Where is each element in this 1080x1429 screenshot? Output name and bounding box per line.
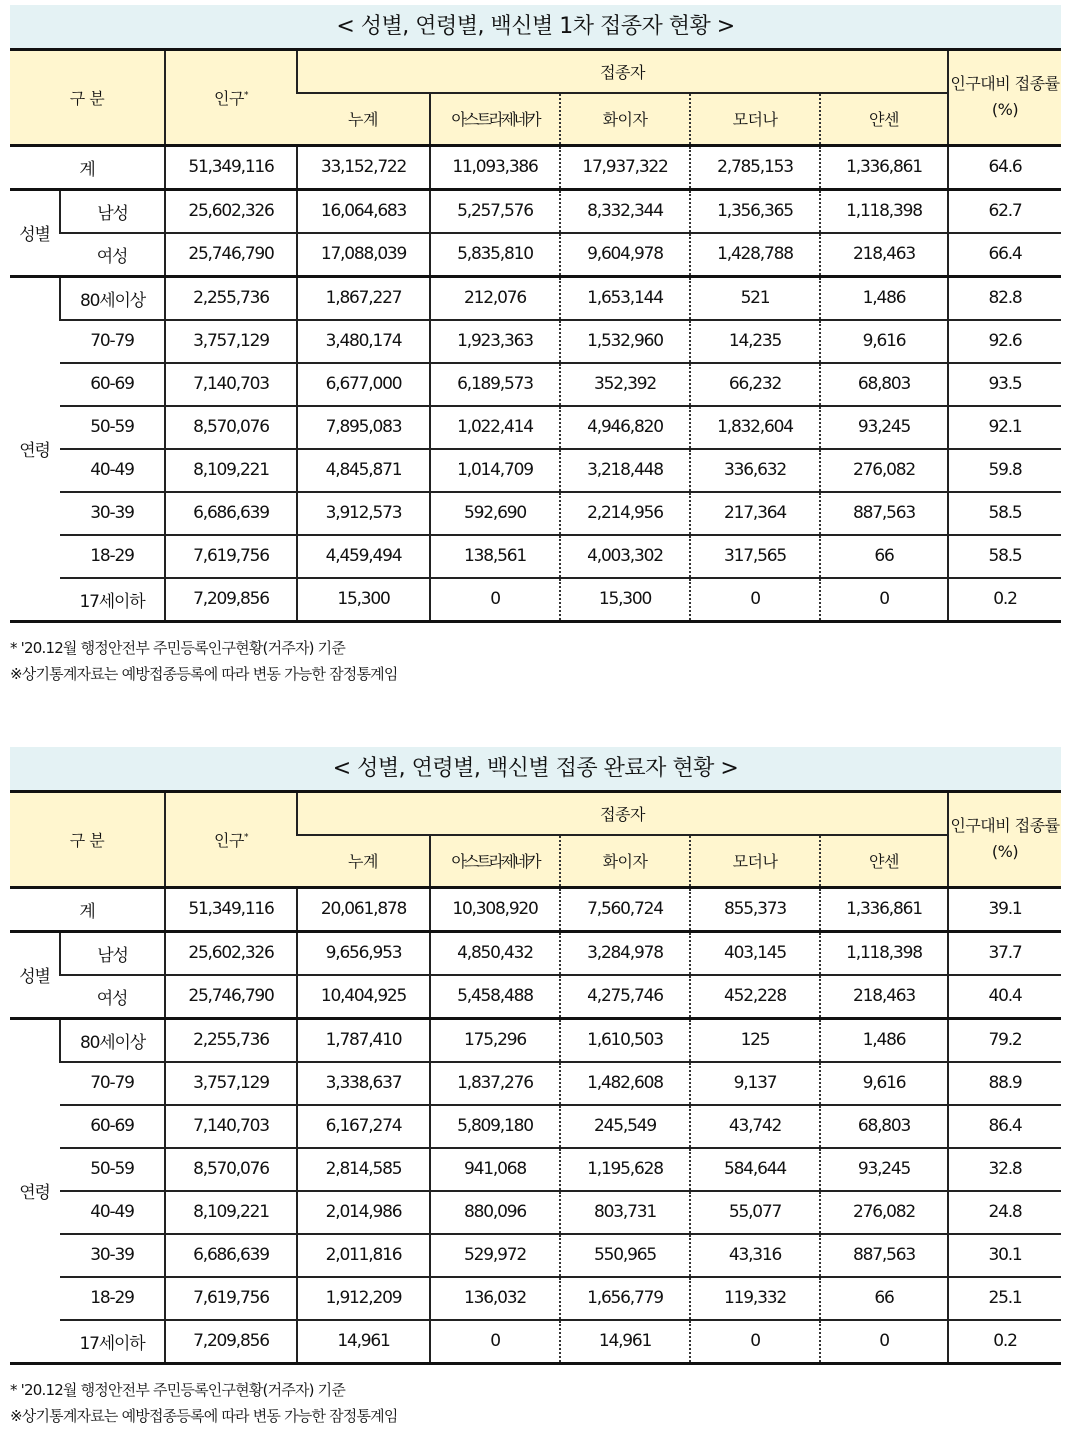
data-cell: 1,923,363 xyxy=(430,320,560,363)
row-label: 18-29 xyxy=(60,1277,165,1320)
table-row xyxy=(10,1105,1061,1148)
data-cell: 25,746,790 xyxy=(165,975,297,1019)
row-label: 80세이상 xyxy=(60,276,165,320)
data-cell: 43,742 xyxy=(690,1105,820,1148)
data-cell: 245,549 xyxy=(560,1105,690,1148)
vaccination-table xyxy=(10,790,1061,1365)
header-janssen: 얀센 xyxy=(820,93,948,145)
data-cell: 37.7 xyxy=(948,931,1061,975)
data-cell: 8,109,221 xyxy=(165,1191,297,1234)
data-cell: 3,284,978 xyxy=(560,931,690,975)
data-cell: 7,619,756 xyxy=(165,1277,297,1320)
header-pfizer: 화이자 xyxy=(560,93,690,145)
data-cell: 0 xyxy=(430,578,560,622)
data-cell: 32.8 xyxy=(948,1148,1061,1191)
data-cell: 25,602,326 xyxy=(165,189,297,233)
data-cell: 2,255,736 xyxy=(165,1018,297,1062)
data-cell: 1,912,209 xyxy=(297,1277,430,1320)
first-dose-section xyxy=(10,5,1061,687)
row-label: 17세이하 xyxy=(60,1320,165,1364)
data-cell: 40.4 xyxy=(948,975,1061,1019)
data-cell: 2,214,956 xyxy=(560,492,690,535)
data-cell: 887,563 xyxy=(820,492,948,535)
data-cell: 217,364 xyxy=(690,492,820,535)
data-cell: 3,480,174 xyxy=(297,320,430,363)
data-cell: 5,257,576 xyxy=(430,189,560,233)
table-row xyxy=(10,1191,1061,1234)
data-cell: 403,145 xyxy=(690,931,820,975)
data-cell: 10,404,925 xyxy=(297,975,430,1019)
row-label: 60-69 xyxy=(60,1105,165,1148)
header-cumulative: 누계 xyxy=(297,93,430,145)
data-cell: 175,296 xyxy=(430,1018,560,1062)
data-cell: 79.2 xyxy=(948,1018,1061,1062)
data-cell: 1,486 xyxy=(820,276,948,320)
row-label: 남성 xyxy=(60,931,165,975)
data-cell: 66 xyxy=(820,1277,948,1320)
header-pfizer: 화이자 xyxy=(560,835,690,887)
data-cell: 7,209,856 xyxy=(165,578,297,622)
header-rate: 인구대비 접종률(%) xyxy=(948,50,1061,146)
table-row xyxy=(10,449,1061,492)
data-cell: 803,731 xyxy=(560,1191,690,1234)
table-row xyxy=(10,1234,1061,1277)
data-cell: 17,088,039 xyxy=(297,233,430,277)
data-cell: 880,096 xyxy=(430,1191,560,1234)
table-row xyxy=(10,1277,1061,1320)
data-cell: 4,845,871 xyxy=(297,449,430,492)
data-cell: 5,835,810 xyxy=(430,233,560,277)
table-row xyxy=(10,1148,1061,1191)
row-label: 남성 xyxy=(60,189,165,233)
data-cell: 2,814,585 xyxy=(297,1148,430,1191)
data-cell: 276,082 xyxy=(820,1191,948,1234)
data-cell: 14,235 xyxy=(690,320,820,363)
table-row xyxy=(10,276,1061,320)
data-cell: 119,332 xyxy=(690,1277,820,1320)
data-cell: 1,787,410 xyxy=(297,1018,430,1062)
data-cell: 93,245 xyxy=(820,1148,948,1191)
data-cell: 125 xyxy=(690,1018,820,1062)
data-cell: 1,118,398 xyxy=(820,931,948,975)
header-moderna: 모더나 xyxy=(690,835,820,887)
data-cell: 1,653,144 xyxy=(560,276,690,320)
table-row xyxy=(10,1062,1061,1105)
table-row xyxy=(10,406,1061,449)
row-label: 계 xyxy=(10,887,165,931)
data-cell: 51,349,116 xyxy=(165,145,297,189)
data-cell: 15,300 xyxy=(297,578,430,622)
data-cell: 1,014,709 xyxy=(430,449,560,492)
table-row xyxy=(10,233,1061,277)
row-label: 계 xyxy=(10,145,165,189)
data-cell: 855,373 xyxy=(690,887,820,931)
data-cell: 1,356,365 xyxy=(690,189,820,233)
data-cell: 6,167,274 xyxy=(297,1105,430,1148)
data-cell: 0 xyxy=(820,1320,948,1364)
data-cell: 92.1 xyxy=(948,406,1061,449)
data-cell: 17,937,322 xyxy=(560,145,690,189)
header-astrazeneca: 아스트라제네카 xyxy=(430,835,560,887)
data-cell: 25,746,790 xyxy=(165,233,297,277)
data-cell: 550,965 xyxy=(560,1234,690,1277)
data-cell: 1,022,414 xyxy=(430,406,560,449)
data-cell: 93,245 xyxy=(820,406,948,449)
data-cell: 276,082 xyxy=(820,449,948,492)
data-cell: 1,482,608 xyxy=(560,1062,690,1105)
data-cell: 1,195,628 xyxy=(560,1148,690,1191)
row-label: 30-39 xyxy=(60,492,165,535)
data-cell: 1,336,861 xyxy=(820,887,948,931)
data-cell: 93.5 xyxy=(948,363,1061,406)
row-label: 30-39 xyxy=(60,1234,165,1277)
data-cell: 1,656,779 xyxy=(560,1277,690,1320)
data-cell: 3,757,129 xyxy=(165,320,297,363)
data-cell: 7,209,856 xyxy=(165,1320,297,1364)
header-cumulative: 누계 xyxy=(297,835,430,887)
data-cell: 8,570,076 xyxy=(165,1148,297,1191)
data-cell: 6,677,000 xyxy=(297,363,430,406)
row-label: 40-49 xyxy=(60,449,165,492)
data-cell: 8,109,221 xyxy=(165,449,297,492)
data-cell: 51,349,116 xyxy=(165,887,297,931)
data-cell: 212,076 xyxy=(430,276,560,320)
group-sex: 성별 xyxy=(10,931,60,1018)
header-astrazeneca: 아스트라제네카 xyxy=(430,93,560,145)
data-cell: 6,686,639 xyxy=(165,492,297,535)
data-cell: 92.6 xyxy=(948,320,1061,363)
header-population: 인구* xyxy=(165,50,297,146)
table-row xyxy=(10,1018,1061,1062)
table-row xyxy=(10,1320,1061,1364)
data-cell: 0 xyxy=(820,578,948,622)
data-cell: 521 xyxy=(690,276,820,320)
data-cell: 584,644 xyxy=(690,1148,820,1191)
data-cell: 4,003,302 xyxy=(560,535,690,578)
group-age: 연령 xyxy=(10,276,60,621)
data-cell: 86.4 xyxy=(948,1105,1061,1148)
data-cell: 68,803 xyxy=(820,363,948,406)
data-cell: 66,232 xyxy=(690,363,820,406)
data-cell: 887,563 xyxy=(820,1234,948,1277)
data-cell: 317,565 xyxy=(690,535,820,578)
table-row xyxy=(10,492,1061,535)
footnote-provisional: ※상기통계자료는 예방접종등록에 따라 변동 가능한 잠정통계임 xyxy=(10,1406,398,1425)
data-cell: 4,850,432 xyxy=(430,931,560,975)
header-rate: 인구대비 접종률(%) xyxy=(948,792,1061,888)
table-row xyxy=(10,535,1061,578)
data-cell: 15,300 xyxy=(560,578,690,622)
header-category: 구 분 xyxy=(10,50,165,146)
data-cell: 218,463 xyxy=(820,233,948,277)
data-cell: 8,570,076 xyxy=(165,406,297,449)
row-label: 18-29 xyxy=(60,535,165,578)
data-cell: 2,785,153 xyxy=(690,145,820,189)
data-cell: 941,068 xyxy=(430,1148,560,1191)
row-label: 17세이하 xyxy=(60,578,165,622)
table-row xyxy=(10,189,1061,233)
row-label: 80세이상 xyxy=(60,1018,165,1062)
data-cell: 136,032 xyxy=(430,1277,560,1320)
row-label: 50-59 xyxy=(60,406,165,449)
table-row xyxy=(10,975,1061,1019)
data-cell: 5,809,180 xyxy=(430,1105,560,1148)
data-cell: 9,604,978 xyxy=(560,233,690,277)
data-cell: 9,616 xyxy=(820,320,948,363)
data-cell: 66 xyxy=(820,535,948,578)
data-cell: 7,560,724 xyxy=(560,887,690,931)
header-population: 인구* xyxy=(165,792,297,888)
data-cell: 0 xyxy=(430,1320,560,1364)
data-cell: 4,459,494 xyxy=(297,535,430,578)
data-cell: 3,338,637 xyxy=(297,1062,430,1105)
table-row xyxy=(10,363,1061,406)
data-cell: 66.4 xyxy=(948,233,1061,277)
data-cell: 529,972 xyxy=(430,1234,560,1277)
data-cell: 1,428,788 xyxy=(690,233,820,277)
footnotes xyxy=(10,635,1061,687)
data-cell: 1,867,227 xyxy=(297,276,430,320)
data-cell: 2,255,736 xyxy=(165,276,297,320)
data-cell: 68,803 xyxy=(820,1105,948,1148)
data-cell: 2,014,986 xyxy=(297,1191,430,1234)
data-cell: 7,619,756 xyxy=(165,535,297,578)
data-cell: 11,093,386 xyxy=(430,145,560,189)
row-label: 70-79 xyxy=(60,320,165,363)
table-row xyxy=(10,578,1061,622)
fully-vaccinated-section xyxy=(10,747,1061,1429)
data-cell: 1,118,398 xyxy=(820,189,948,233)
data-cell: 82.8 xyxy=(948,276,1061,320)
data-cell: 10,308,920 xyxy=(430,887,560,931)
data-cell: 14,961 xyxy=(297,1320,430,1364)
table-row xyxy=(10,145,1061,189)
row-label: 여성 xyxy=(60,975,165,1019)
footnotes xyxy=(10,1377,1061,1429)
group-age: 연령 xyxy=(10,1018,60,1363)
header-janssen: 얀센 xyxy=(820,835,948,887)
header-category: 구 분 xyxy=(10,792,165,888)
table-title: < 성별, 연령별, 백신별 1차 접종자 현황 > xyxy=(10,5,1061,48)
row-label: 여성 xyxy=(60,233,165,277)
header-moderna: 모더나 xyxy=(690,93,820,145)
data-cell: 1,486 xyxy=(820,1018,948,1062)
data-cell: 1,532,960 xyxy=(560,320,690,363)
data-cell: 1,832,604 xyxy=(690,406,820,449)
data-cell: 0.2 xyxy=(948,578,1061,622)
data-cell: 25.1 xyxy=(948,1277,1061,1320)
data-cell: 452,228 xyxy=(690,975,820,1019)
data-cell: 3,912,573 xyxy=(297,492,430,535)
row-label: 70-79 xyxy=(60,1062,165,1105)
footnote-source: * '20.12월 행정안전부 주민등록인구현황(거주자) 기준 xyxy=(10,1380,346,1399)
row-label: 40-49 xyxy=(60,1191,165,1234)
header-vaccinated: 접종자 xyxy=(297,50,948,94)
data-cell: 55,077 xyxy=(690,1191,820,1234)
data-cell: 24.8 xyxy=(948,1191,1061,1234)
data-cell: 5,458,488 xyxy=(430,975,560,1019)
data-cell: 39.1 xyxy=(948,887,1061,931)
data-cell: 6,189,573 xyxy=(430,363,560,406)
data-cell: 6,686,639 xyxy=(165,1234,297,1277)
data-cell: 58.5 xyxy=(948,492,1061,535)
data-cell: 138,561 xyxy=(430,535,560,578)
data-cell: 3,757,129 xyxy=(165,1062,297,1105)
data-cell: 2,011,816 xyxy=(297,1234,430,1277)
data-cell: 3,218,448 xyxy=(560,449,690,492)
data-cell: 1,837,276 xyxy=(430,1062,560,1105)
data-cell: 7,895,083 xyxy=(297,406,430,449)
footnote-source: * '20.12월 행정안전부 주민등록인구현황(거주자) 기준 xyxy=(10,638,346,657)
data-cell: 25,602,326 xyxy=(165,931,297,975)
data-cell: 9,656,953 xyxy=(297,931,430,975)
data-cell: 336,632 xyxy=(690,449,820,492)
data-cell: 9,616 xyxy=(820,1062,948,1105)
data-cell: 0.2 xyxy=(948,1320,1061,1364)
data-cell: 592,690 xyxy=(430,492,560,535)
data-cell: 14,961 xyxy=(560,1320,690,1364)
data-cell: 0 xyxy=(690,1320,820,1364)
footnote-provisional: ※상기통계자료는 예방접종등록에 따라 변동 가능한 잠정통계임 xyxy=(10,664,398,683)
data-cell: 4,946,820 xyxy=(560,406,690,449)
header-vaccinated: 접종자 xyxy=(297,792,948,836)
data-cell: 43,316 xyxy=(690,1234,820,1277)
data-cell: 59.8 xyxy=(948,449,1061,492)
data-cell: 20,061,878 xyxy=(297,887,430,931)
data-cell: 1,336,861 xyxy=(820,145,948,189)
table-row xyxy=(10,887,1061,931)
data-cell: 16,064,683 xyxy=(297,189,430,233)
data-cell: 0 xyxy=(690,578,820,622)
vaccination-table xyxy=(10,48,1061,623)
data-cell: 64.6 xyxy=(948,145,1061,189)
data-cell: 88.9 xyxy=(948,1062,1061,1105)
row-label: 50-59 xyxy=(60,1148,165,1191)
data-cell: 4,275,746 xyxy=(560,975,690,1019)
data-cell: 9,137 xyxy=(690,1062,820,1105)
data-cell: 58.5 xyxy=(948,535,1061,578)
data-cell: 8,332,344 xyxy=(560,189,690,233)
data-cell: 7,140,703 xyxy=(165,363,297,406)
table-row xyxy=(10,931,1061,975)
group-sex: 성별 xyxy=(10,189,60,276)
table-title: < 성별, 연령별, 백신별 접종 완료자 현황 > xyxy=(10,747,1061,790)
data-cell: 7,140,703 xyxy=(165,1105,297,1148)
data-cell: 352,392 xyxy=(560,363,690,406)
table-row xyxy=(10,320,1061,363)
data-cell: 30.1 xyxy=(948,1234,1061,1277)
data-cell: 33,152,722 xyxy=(297,145,430,189)
data-cell: 62.7 xyxy=(948,189,1061,233)
data-cell: 218,463 xyxy=(820,975,948,1019)
row-label: 60-69 xyxy=(60,363,165,406)
data-cell: 1,610,503 xyxy=(560,1018,690,1062)
